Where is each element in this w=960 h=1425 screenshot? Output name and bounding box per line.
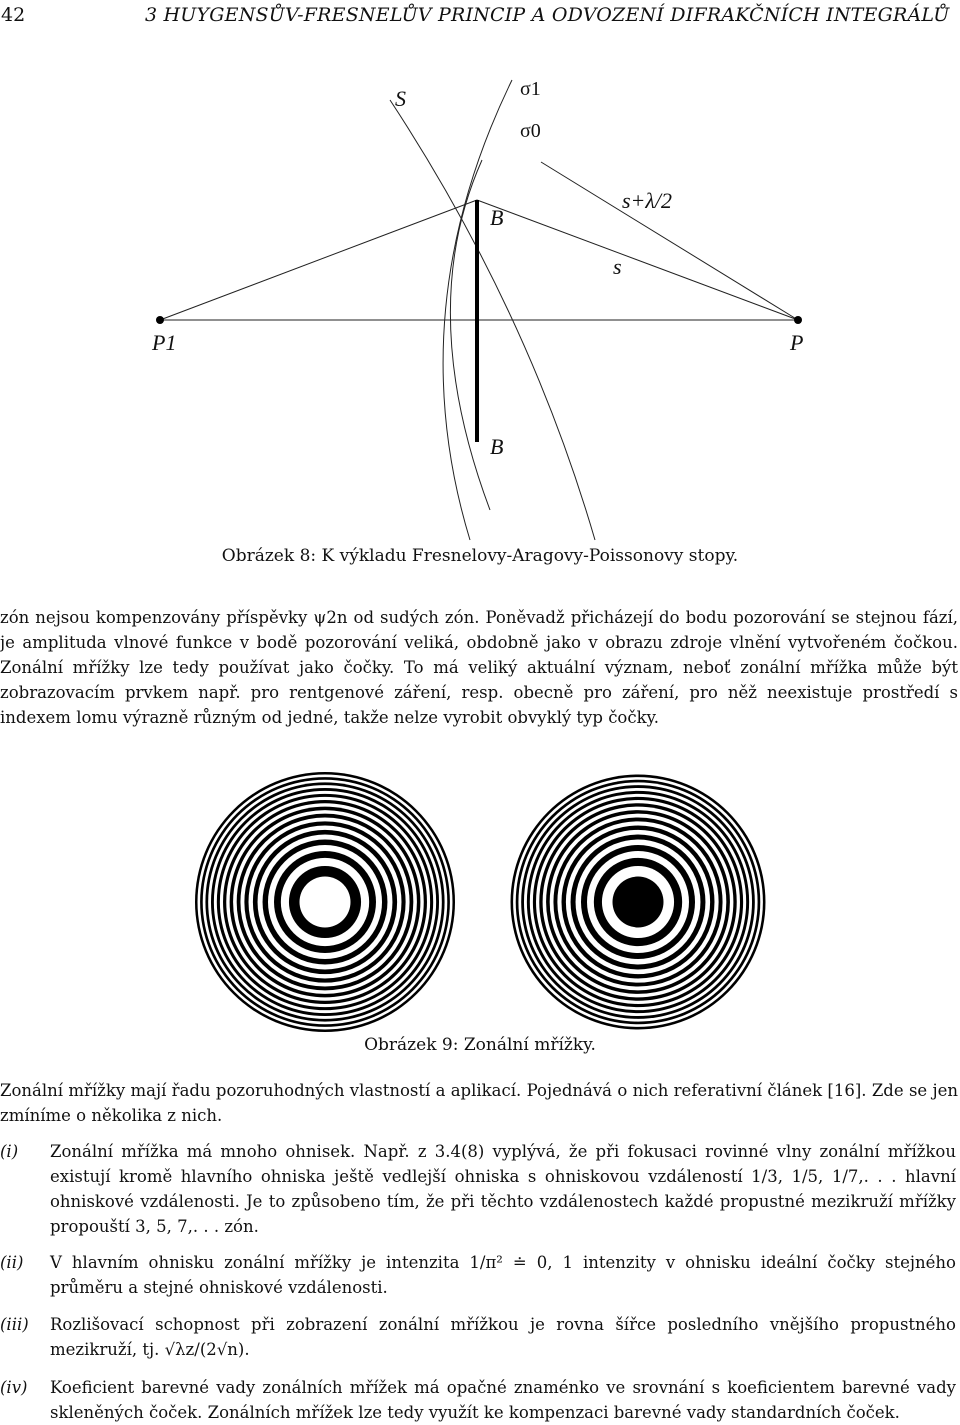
item-text: Zonální mřížka má mnoho ohnisek. Např. z 3.4(8) vyplývá, že při fokusaci rovinné vlny zonální mřížkou existují kromě hlavního ohniska ještě vedlejší ohniska s ohniskovou vzdáleností 1/3, 1/5, 1/7,. . . hlavní ohniskové vzdálenosti. Je to způsobeno tím, že při těchto vzdálenostech každé propustné mezikruží mřížky propouští 3, 5, 7,. . . zón. — [50, 1142, 956, 1236]
label-B-top: B — [490, 205, 504, 230]
ray-b-p — [477, 200, 798, 320]
paragraph-1: zón nejsou kompenzovány příspěvky ψ2n od sudých zón. Poněvadž přicházejí do bodu pozorování se stejnou fází, je amplituda vlnové funkce v bodě pozorování veliká, obdobně jako v obrazu zdroje vlnění vytvořeném čočkou. Zonální mřížky lze tedy používat jako čočky. To má veliký aktuální význam, neboť zonální mřížka může být zobrazovacím prvkem např. pro rentgenové záření, resp. obecně pro záření, pro něž neexistuje prostředí s indexem lomu výrazně různým od jedné, takže nelze vyrobit obvyklý typ čočky. — [0, 608, 958, 727]
arc-sigma0 — [450, 160, 490, 510]
point-p — [794, 316, 802, 324]
label-sigma0: σ0 — [520, 120, 541, 142]
point-p1 — [156, 316, 164, 324]
item-number: (i) — [0, 1142, 19, 1161]
paragraph-2: Zonální mřížky mají řadu pozoruhodných vlastností a aplikací. Pojednává o nich referativní článek [16]. Zde se jen zmíníme o několika z nich. — [0, 1081, 958, 1125]
item-text: V hlavním ohnisku zonální mřížky je intenzita 1/π² ≐ 0, 1 intenzity v ohnisku ideální čočky stejného průměru a stejné ohniskové vzdálenosti. — [50, 1253, 956, 1297]
ray-p1-b — [160, 200, 477, 320]
label-s: s — [613, 254, 622, 279]
label-B-bottom: B — [490, 434, 504, 459]
zone-plate-open-center — [195, 772, 455, 1032]
item-text: Koeficient barevné vady zonálních mřížek má opačné znaménko ve srovnání s koeficientem barevné vady skleněných čoček. Zonálních mřížek lze tedy využít ke kompenzaci barevné vady standardních čoček. — [50, 1378, 956, 1422]
item-number: (iv) — [0, 1378, 28, 1397]
zone-ring — [300, 877, 351, 928]
zone-ring — [613, 877, 664, 928]
label-P: P — [790, 330, 804, 355]
label-P1: P1 — [152, 330, 177, 355]
label-s-lambda: s+λ/2 — [622, 188, 673, 213]
figure-9-caption: Obrázek 9: Zonální mřížky. — [364, 1035, 596, 1055]
item-text: Rozlišovací schopnost při zobrazení zonální mřížkou je rovna šířce posledního vnějšího propustného mezikruží, tj. √λz/(2√n). — [50, 1315, 956, 1359]
item-number: (iii) — [0, 1315, 29, 1334]
chapter-title: 3 HUYGENSŮV-FRESNELŮV PRINCIP A ODVOZENÍ DIFRAKČNÍCH INTEGRÁLŮ — [145, 4, 950, 26]
zone-plate-opaque-center — [508, 772, 768, 1032]
item-number: (ii) — [0, 1253, 24, 1272]
page-number: 42 — [1, 4, 26, 26]
label-S: S — [395, 86, 406, 111]
label-sigma1: σ1 — [520, 78, 541, 100]
figure-9-zone-plates — [0, 770, 960, 1040]
running-header — [0, 2, 960, 32]
ray-s-lambda — [541, 162, 798, 320]
figure-8-diagram — [0, 40, 960, 580]
figure-8-caption: Obrázek 8: K výkladu Fresnelovy-Aragovy-Poissonovy stopy. — [221, 546, 739, 566]
